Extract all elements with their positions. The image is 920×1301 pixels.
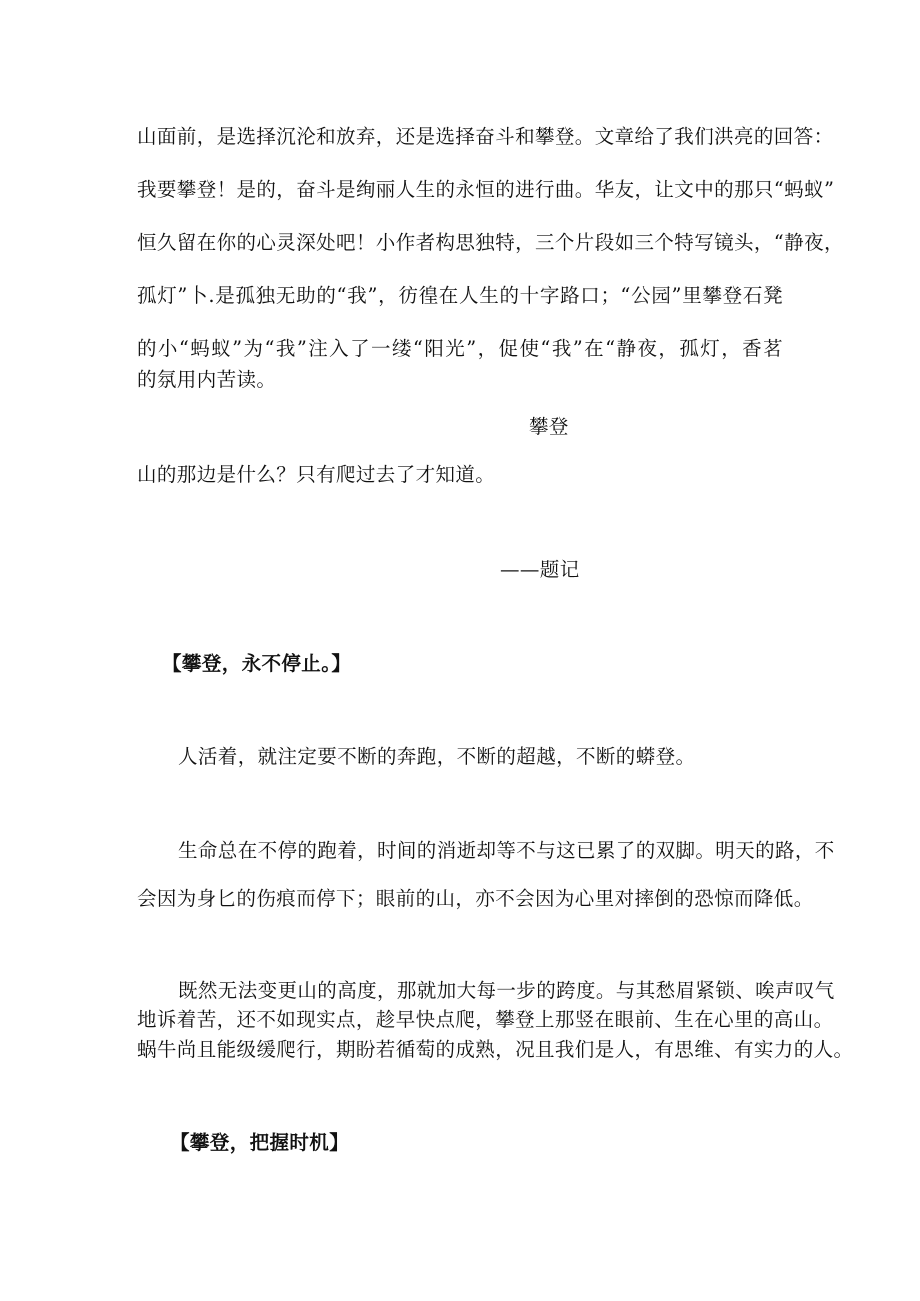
intro-line-5: 的小“蚂蚁”为“我”注入了一缕“阳光”，促使“我”在“静夜，孤灯，香茗 <box>137 337 783 360</box>
paragraph-1: 人活着，就注定要不断的奔跑，不断的超越，不断的蟒登。 <box>178 745 696 768</box>
intro-line-2: 我要攀登！是的，奋斗是绚丽人生的永恒的进行曲。华友，让文中的那只“蚂蚁” <box>137 178 835 201</box>
intro-line-1: 山面前，是选择沉沦和放弃，还是选择奋斗和攀登。文章给了我们洪亮的回答： <box>137 125 834 148</box>
intro-line-3: 恒久留在你的心灵深处吧！小作者构思独特，三个片段如三个特写镜头，“静夜， <box>137 231 844 254</box>
paragraph-3-line-3: 蜗牛尚且能级缓爬行，期盼若循萄的成熟，况且我们是人，有思维、有实力的人。 <box>137 1038 854 1061</box>
paragraph-2-line-2: 会因为身匕的伤痕而停下；眼前的山，亦不会因为心里对摔倒的恐惊而降低。 <box>137 887 814 910</box>
intro-line-4: 孤灯”卜.是孤独无助的“我”，彷徨在人生的十字路口；“公园”里攀登石凳 <box>137 284 783 307</box>
intro-line-6: 的氛用内苦读。 <box>137 368 277 391</box>
section-heading-2: 【攀登，把握时机】 <box>170 1131 350 1154</box>
epigraph: 山的那边是什么？只有爬过去了才知道。 <box>137 463 496 486</box>
section-heading-1: 【攀登，永不停止。】 <box>162 652 352 675</box>
paragraph-3-line-1: 既然无法变更山的高度，那就加大每一步的跨度。与其愁眉紧锁、唉声叹气 <box>178 979 835 1002</box>
essay-title: 攀登 <box>529 415 569 438</box>
paragraph-3-line-2: 地诉着苦，还不如现实点，趁早快点爬，攀登上那竖在眼前、生在心里的高山。 <box>137 1008 834 1031</box>
paragraph-2-line-1: 生命总在不停的跑着，时间的消逝却等不与这已累了的双脚。明天的路，不 <box>178 839 835 862</box>
epigraph-source: ——题记 <box>500 558 580 581</box>
